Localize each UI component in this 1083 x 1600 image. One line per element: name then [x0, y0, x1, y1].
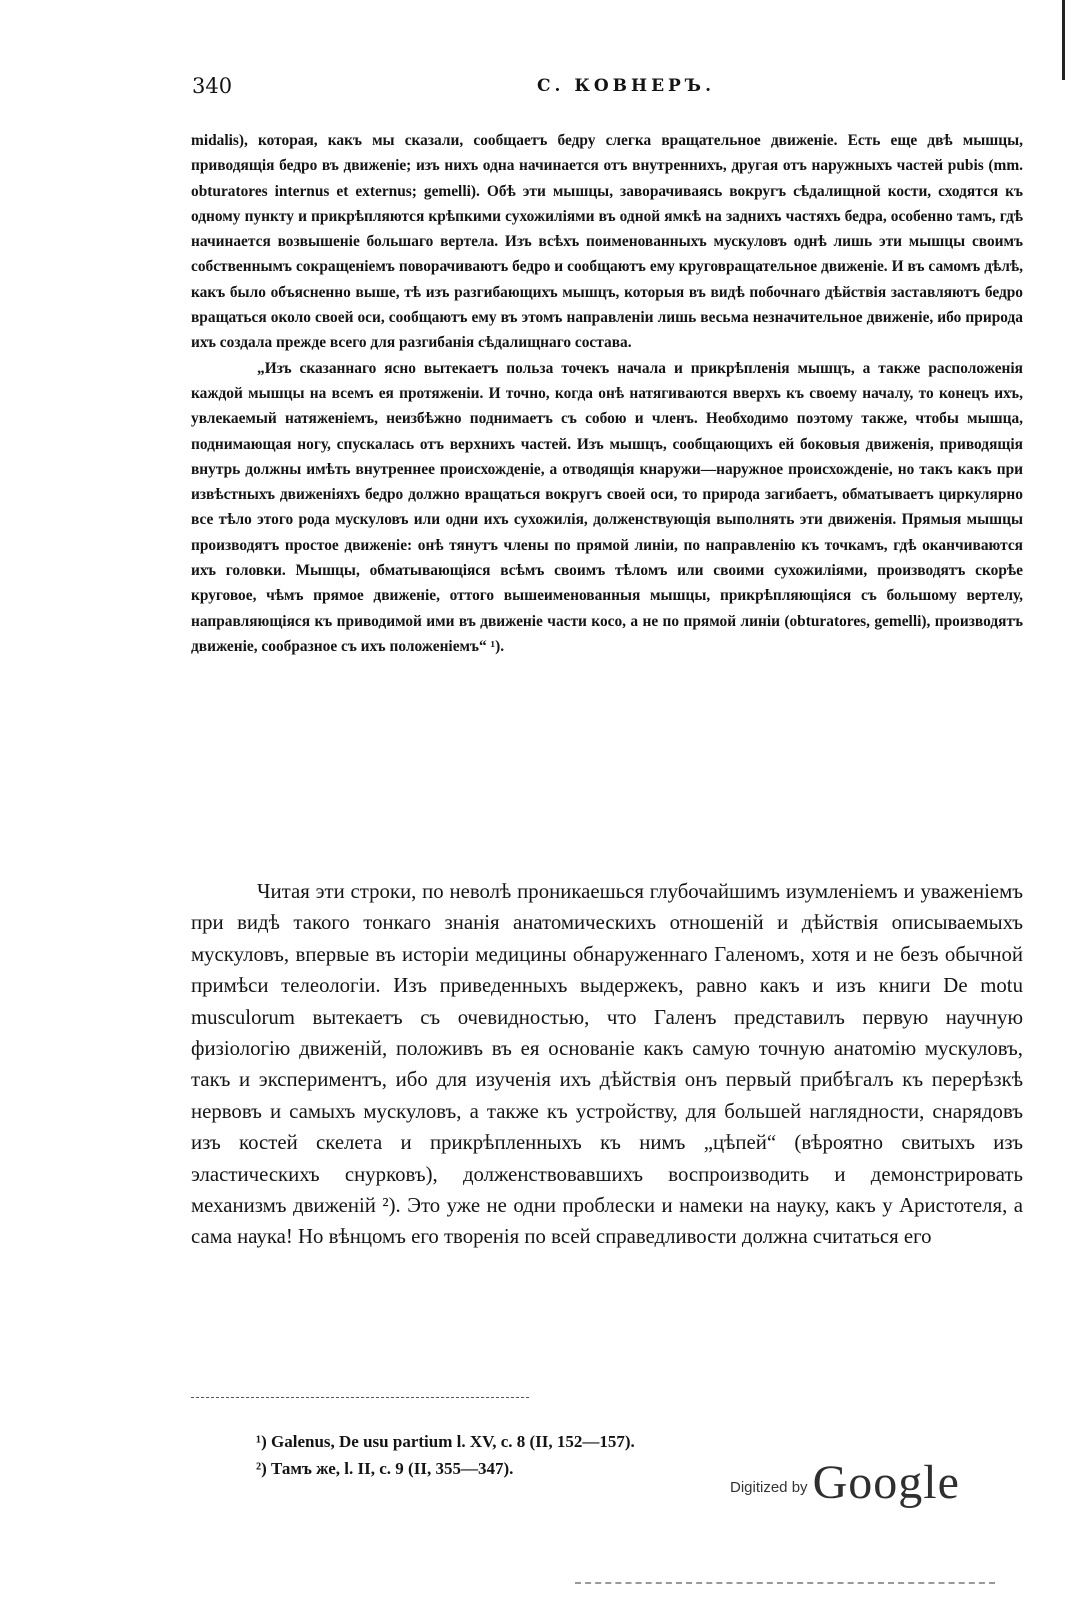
main-text: [191, 876, 1023, 1253]
scan-artifact-dashes: [575, 1582, 995, 1584]
page-number: 340: [192, 74, 233, 98]
page-header: [192, 74, 1022, 104]
quote-paragraph-1: midalis), которая, какъ мы сказали, сообщаетъ бедру слегка вращательное движеніе. Есть еще двѣ мышцы, приводящія бедро въ движеніе; изъ нихъ одна начинается отъ внутреннихъ, другая отъ наружныхъ частей pubis (mm. obturatores internus et externus; gemelli). Обѣ эти мышцы, заворачиваясь вокругъ сѣдалищной кости, сходятся къ одному пункту и прикрѣпляются крѣпкими сухожиліями въ одной ямкѣ на заднихъ частяхъ бедра, особенно тамъ, гдѣ начинается возвышеніе большаго вертела. Изъ всѣхъ поименованныхъ мускуловъ однѣ лишь эти мышцы своимъ собственнымъ сокращеніемъ поворачиваютъ бедро и сообщаютъ ему круговращательное движеніе. И въ самомъ дѣлѣ, какъ было объясненно выше, тѣ изъ разгибающихъ мышцъ, которыя въ видѣ побочнаго дѣйствія заставляютъ бедро вращаться около своей оси, сообщаютъ ему въ этомъ направленіи лишь весьма незначительное движеніе, ибо природа ихъ создала прежде всего для разгибанія сѣдалищнаго состава.: [191, 132, 1023, 352]
digitized-label: Digitized by: [730, 1479, 808, 1496]
footnote-1: ¹) Galenus, De usu partium l. XV, c. 8 (II, 152—157).: [256, 1432, 635, 1451]
google-logo: Google: [812, 1456, 960, 1509]
quoted-passage: [191, 128, 1023, 659]
footnote-2: ²) Тамъ же, l. II, c. 9 (II, 355—347).: [256, 1459, 514, 1478]
running-head: С. КОВНЕРЪ.: [537, 76, 715, 96]
digitized-by-watermark: [730, 1455, 960, 1515]
page-edge-line: [1062, 0, 1065, 80]
quote-paragraph-2: „Изъ сказаннаго ясно вытекаетъ польза точекъ начала и прикрѣпленія мышцъ, а также расположенія каждой мышцы на всемъ ея протяженіи. И точно, когда онѣ натягиваются вверхъ къ своему началу, то конецъ ихъ, увлекаемый натяженіемъ, неизбѣжно поднимаетъ съ собою и членъ. Необходимо поэтому также, чтобы мышца, поднимающая ногу, спускалась отъ верхнихъ частей. Изъ мышцъ, сообщающихъ ей боковыя движенія, приводящія внутрь должны имѣть внутреннее происхожденіе, а отводящія кнаружи—наружное происхожденіе, но такъ какъ при извѣстныхъ движеніяхъ бедро должно вращаться вокругъ своей оси, то природа загибаетъ, обматываетъ циркулярно все тѣло этого рода мускуловъ или одни ихъ сухожилія, долженствующія выполнять эти движенія. Прямыя мышцы производятъ простое движеніе: онѣ тянутъ члены по прямой линіи, по направленію къ точкамъ, гдѣ оканчиваются ихъ головки. Мышцы, обматывающіяся всѣмъ своимъ тѣломъ или своими сухожиліями, производятъ скорѣе круговое, чѣмъ прямое движеніе, оттого вышеименованныя мышцы, прикрѣпляющіяся съ большому вертелу, направляющіяся къ приводимой ими въ движеніе части косо, а не по прямой линіи (obturatores, gemelli), производятъ движеніе, сообразное съ ихъ положеніемъ“ ¹).: [191, 359, 1023, 655]
footnote-divider: [191, 1397, 529, 1398]
main-paragraph: Читая эти строки, по неволѣ проникаешься глубочайшимъ изумленіемъ и уваженіемъ при видѣ такого тонкаго знанія анатомическихъ отношеній и дѣйствія описываемыхъ мускуловъ, впервые въ исторіи медицины обнаруженнаго Галеномъ, хотя и не безъ обычной примѣси телеологіи. Изъ приведенныхъ выдержекъ, равно какъ и изъ книги De motu musculorum вытекаетъ съ очевидностью, что Галенъ представилъ первую научную физіологію движеній, положивъ въ ея основаніе какъ самую точную анатомію мускуловъ, такъ и экспериментъ, ибо для изученія ихъ дѣйствія онъ первый прибѣгалъ къ перерѣзкѣ нервовъ и самыхъ мускуловъ, а также къ устройству, для большей наглядности, снарядовъ изъ костей скелета и прикрѣпленныхъ къ нимъ „цѣпей“ (вѣроятно свитыхъ изъ эластическихъ снурковъ), долженствовавшихъ воспроизводить и демонстрировать механизмъ движеній ²). Это уже не одни проблески и намеки на науку, какъ у Аристотеля, а сама наука! Но вѣнцомъ его творенія по всей справедливости должна считаться его: [191, 880, 1023, 1249]
